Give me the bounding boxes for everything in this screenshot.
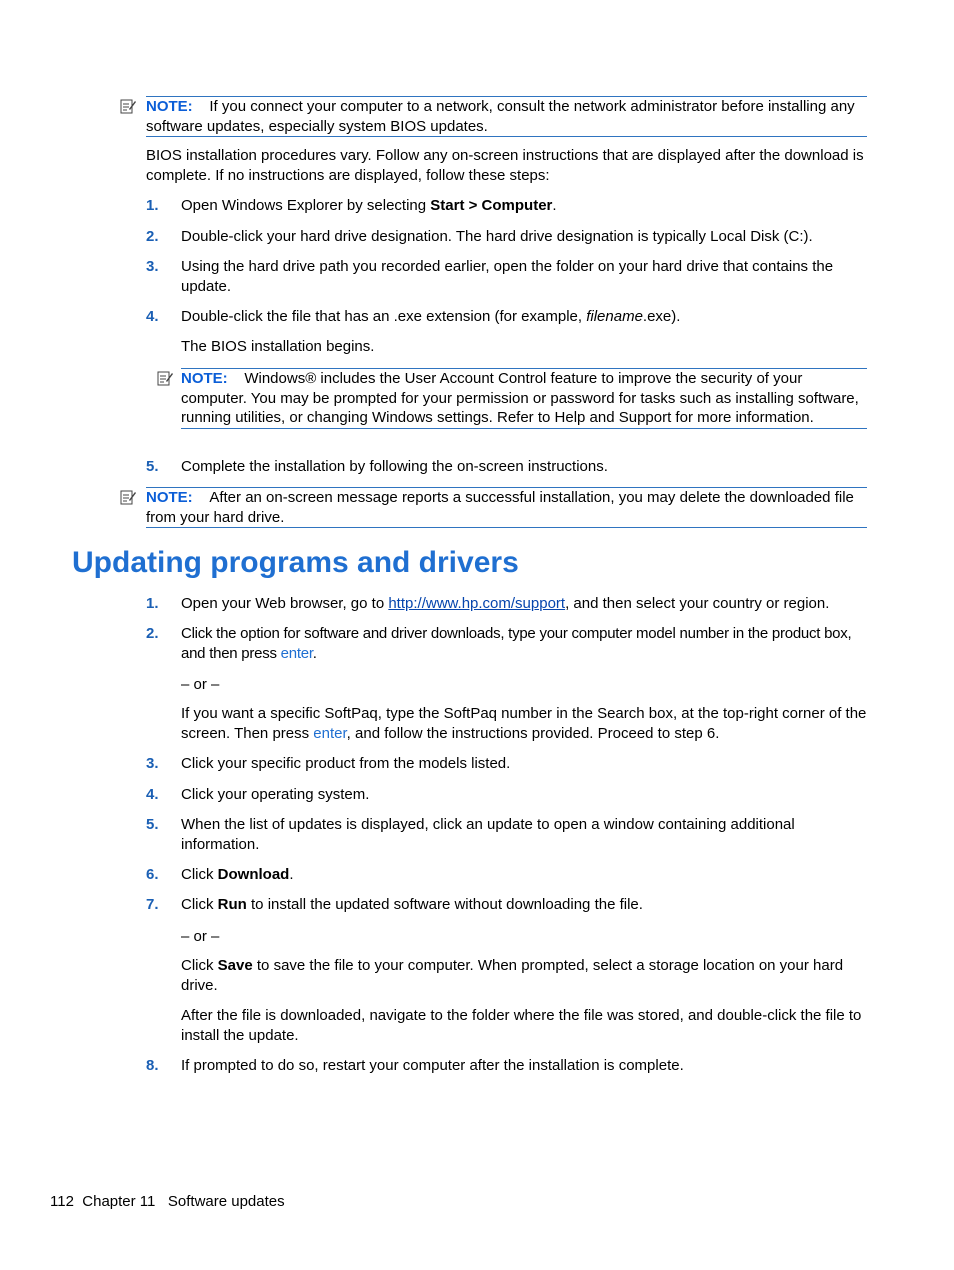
list-number: 1. [146, 595, 159, 612]
chapter-label: Chapter 11 [82, 1193, 156, 1210]
paragraph: After the file is downloaded, navigate to the folder where the file was stored, and double-click the file to install the update. [181, 1007, 862, 1044]
list-item: 2. Click the option for software and driver downloads, type your computer model number in the product box, and then press enter. [146, 625, 852, 662]
list-number: 5. [146, 816, 159, 833]
list-item: 6. Click Download. [146, 866, 294, 883]
note-box [146, 96, 867, 137]
list-item: 3. Click your specific product from the models listed. [146, 755, 511, 772]
list-item: 2. Double-click your hard drive designation. The hard drive designation is typically Local Disk (C:). [146, 228, 813, 245]
list-number: 5. [146, 458, 159, 475]
enter-key: enter [313, 724, 347, 742]
bios-begins: The BIOS installation begins. [181, 338, 375, 355]
list-item: 5. Complete the installation by following the on-screen instructions. [146, 458, 608, 475]
list-item: 1. Open Windows Explorer by selecting Start > Computer. [146, 197, 557, 214]
list-number: 1. [146, 197, 159, 214]
list-number: 8. [146, 1057, 159, 1074]
list-item: 4. Double-click the file that has an .exe extension (for example, filename.exe). [146, 308, 681, 325]
list-number: 3. [146, 755, 159, 772]
note-pencil-icon [120, 489, 136, 505]
section-label: Software updates [167, 1193, 285, 1210]
list-number: 4. [146, 308, 159, 325]
note-label: NOTE: [146, 489, 193, 506]
note-box [181, 368, 867, 429]
list-number: 6. [146, 866, 159, 883]
note-text: After an on-screen message reports a successful installation, you may delete the downloaded file from your hard drive. [146, 489, 854, 526]
list-item: 1. Open your Web browser, go to http://www.hp.com/support, and then select your country or region. [146, 595, 830, 612]
note-pencil-icon [157, 370, 173, 386]
list-number: 3. [146, 258, 159, 275]
note-pencil-icon [120, 98, 136, 114]
bios-intro: BIOS installation procedures vary. Follow any on-screen instructions that are displayed after the download is complete. If no instructions are displayed, follow these steps: [146, 147, 864, 184]
list-item: 7. Click Run to install the updated software without downloading the file. [146, 896, 643, 913]
list-number: 2. [146, 228, 159, 245]
list-item: 5. When the list of updates is displayed, click an update to open a window containing additional information. [146, 816, 795, 853]
list-item: 8. If prompted to do so, restart your computer after the installation is complete. [146, 1057, 684, 1074]
note-text: Windows® includes the User Account Control feature to improve the security of your computer. You may be prompted for your permission or password for tasks such as installing software, running utilities, or changing Windows settings. Refer to Help and Support for more information. [181, 370, 859, 426]
note-text: If you connect your computer to a network, consult the network administrator before installing any software updates, especially system BIOS updates. [146, 98, 855, 135]
section-heading: Updating programs and drivers [72, 546, 519, 579]
hp-support-link[interactable]: http://www.hp.com/support [388, 595, 566, 612]
note-label: NOTE: [181, 370, 228, 387]
note-box [146, 487, 867, 528]
list-number: 2. [146, 625, 159, 642]
list-number: 4. [146, 786, 159, 803]
list-number: 7. [146, 896, 159, 913]
list-item: 4. Click your operating system. [146, 786, 370, 803]
or-separator: – or – [181, 928, 220, 945]
paragraph: Click Save to save the file to your computer. When prompted, select a storage location on your hard drive. [181, 957, 844, 994]
paragraph: If you want a specific SoftPaq, type the SoftPaq number in the Search box, at the top-right corner of the screen. Then press enter, and follow the instructions provided. Proceed to step 6. [181, 705, 867, 742]
page-number: 112 [50, 1193, 74, 1210]
page-footer [50, 1193, 285, 1210]
list-item: 3. Using the hard drive path you recorded earlier, open the folder on your hard drive that contains the update. [146, 258, 834, 295]
note-label: NOTE: [146, 98, 193, 115]
or-separator: – or – [181, 676, 220, 693]
enter-key: enter [280, 644, 313, 662]
